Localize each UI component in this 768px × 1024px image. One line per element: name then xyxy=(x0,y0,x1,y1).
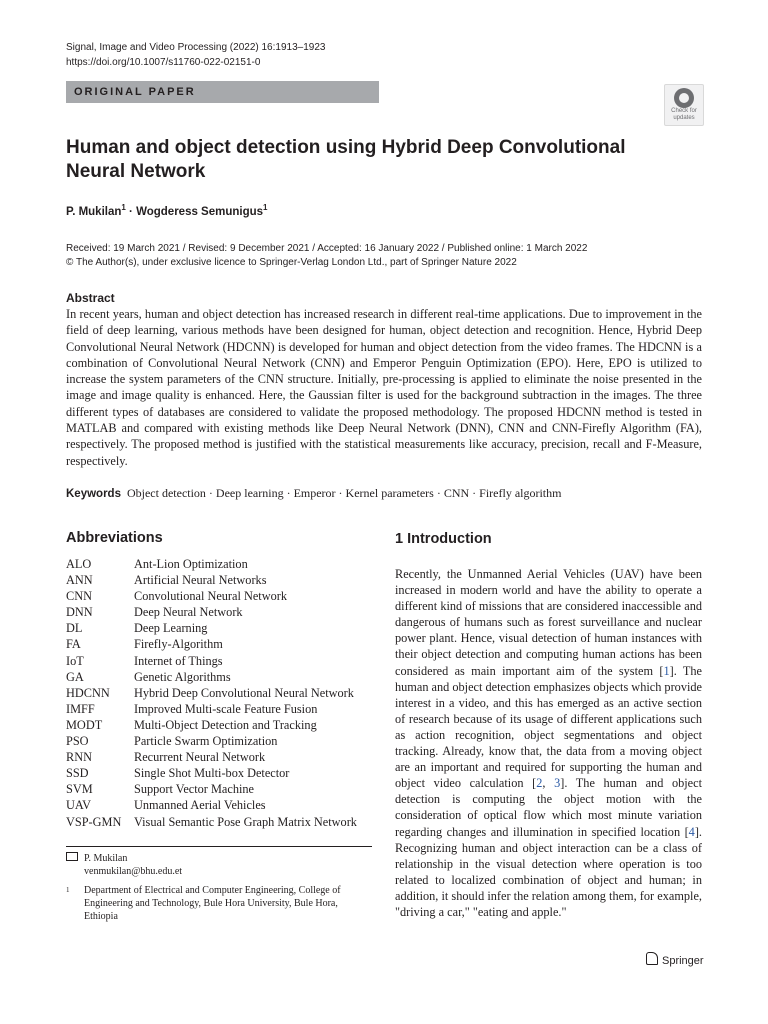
abbreviation-term: FA xyxy=(66,637,81,652)
abbreviation-row xyxy=(66,814,357,830)
abbreviation-term: HDCNN xyxy=(66,685,110,700)
abbreviation-term: CNN xyxy=(66,589,92,604)
abbreviation-row xyxy=(66,588,357,604)
introduction-text-segment: , xyxy=(542,776,555,791)
abbreviation-definition: Firefly-Algorithm xyxy=(134,637,223,652)
introduction-text-segment: ]. Recognizing human and object interaction can be a class of relationship in the visual detection where operation is too related to localized combination of object and human; in addition, it should infer the relation among them, for example, "driving a car," "eating and apple." xyxy=(395,824,702,919)
abbreviation-definition: Artificial Neural Networks xyxy=(134,573,267,588)
affiliation-text: Department of Electrical and Computer Engineering, College of Engineering and Technology, Bule Hora University, Bule Hora, Ethiopia xyxy=(84,885,341,922)
abbreviation-row xyxy=(66,717,357,733)
abbreviation-definition: Internet of Things xyxy=(134,653,223,668)
keywords xyxy=(66,486,561,501)
publisher-logo xyxy=(646,952,704,967)
affiliation-number: 1 xyxy=(66,886,70,894)
abbreviation-definition: Improved Multi-scale Feature Fusion xyxy=(134,701,318,716)
check-for-updates-badge[interactable] xyxy=(664,84,704,126)
abbreviation-definition: Deep Neural Network xyxy=(134,605,243,620)
introduction-text-segment: ]. The human and object detection emphasizes objects which provide interest in a video, and this has emerged as an active section of research because of its usage of different applications such as action recognition, object segmentations and object tracking. Already, know that, the data from a moving object are an important and required for supporting the human and object video calculation [ xyxy=(395,663,702,791)
abbreviation-row xyxy=(66,781,357,797)
keywords-label: Keywords xyxy=(66,488,121,500)
abbreviation-row xyxy=(66,765,357,781)
author-name[interactable]: P. Mukilan xyxy=(66,205,122,218)
introduction-text xyxy=(395,566,702,920)
doi-link[interactable]: https://doi.org/10.1007/s11760-022-02151-0 xyxy=(66,57,261,68)
abbreviation-term: VSP-GMN xyxy=(66,814,122,829)
abbreviation-row xyxy=(66,620,357,636)
abbreviation-definition: Multi-Object Detection and Tracking xyxy=(134,717,317,732)
abbreviation-term: IoT xyxy=(66,653,84,668)
reference-link[interactable]: 4 xyxy=(688,824,695,839)
abbreviation-definition: Hybrid Deep Convolutional Neural Network xyxy=(134,685,354,700)
corresponding-author-name: P. Mukilan xyxy=(84,853,128,864)
abbreviation-row xyxy=(66,556,357,572)
abbreviation-term: DL xyxy=(66,621,83,636)
abbreviation-definition: Recurrent Neural Network xyxy=(134,750,266,765)
reference-link[interactable]: 2 xyxy=(536,776,543,791)
springer-horse-icon xyxy=(646,952,658,965)
abbreviation-row xyxy=(66,572,357,588)
abbreviation-definition: Visual Semantic Pose Graph Matrix Network xyxy=(134,814,357,829)
abbreviation-term: SVM xyxy=(66,782,93,797)
abbreviation-term: RNN xyxy=(66,750,92,765)
abbreviation-term: ANN xyxy=(66,573,93,588)
abbreviation-row xyxy=(66,636,357,652)
article-type-label: ORIGINAL PAPER xyxy=(74,86,196,98)
reference-link[interactable]: 1 xyxy=(663,663,670,678)
abbreviation-term: DNN xyxy=(66,605,93,620)
corresponding-author-email[interactable]: venmukilan@bhu.edu.et xyxy=(84,866,183,877)
journal-citation-text: Signal, Image and Video Processing (2022) 16:1913–1923 xyxy=(66,42,326,53)
abbreviation-term: UAV xyxy=(66,798,92,813)
article-type-banner xyxy=(66,81,379,103)
abbreviation-row xyxy=(66,685,357,701)
envelope-icon xyxy=(66,852,78,861)
abbreviation-definition: Support Vector Machine xyxy=(134,782,254,797)
crossmark-label-2: updates xyxy=(673,115,695,121)
author-name[interactable]: Wogderess Semunigus xyxy=(136,205,264,218)
abbreviation-row xyxy=(66,797,357,813)
abstract-text: In recent years, human and object detection has increased research in different real-time applications. Due to improvement in the field of deep learning, various methods have been designed for human, object detection and recognition. Hence, Hybrid Deep Convolutional Neural Network (HDCNN) is developed for human and object detection from the video frames. The HDCNN is a combination of Convolutional Neural Network (CNN) and Emperor Penguin Optimization (EPO). Here, EPO is utilized to increase the system parameters of the CNN structure. Initially, pre-processing is applied to eliminate the noise presented in the image and image quality is enhanced. Here, the Gaussian filter is used for the background subtraction in the images. The three different types of databases are considered to validate the proposed methodology. The proposed HDCNN method is tested in MATLAB and compared with existing methods like Deep Neural Network (DNN), CNN and CNN-Firefly Algorithm (FA), respectively. The proposed method is justified with the statistical measurements like accuracy, precision, recall and F-Measure, respectively. xyxy=(66,307,702,468)
publication-history xyxy=(66,242,587,270)
abbreviations-heading: Abbreviations xyxy=(66,530,163,546)
journal-citation xyxy=(66,40,325,70)
crossmark-icon xyxy=(674,88,694,108)
abbreviation-term: MODT xyxy=(66,717,103,732)
abbreviation-term: ALO xyxy=(66,557,92,571)
copyright-line: © The Author(s), under exclusive licence to Springer-Verlag London Ltd., part of Springer Nature 2022 xyxy=(66,257,517,268)
abbreviation-definition: Ant-Lion Optimization xyxy=(134,557,248,571)
author-list xyxy=(66,203,268,218)
abbreviation-row xyxy=(66,669,357,685)
abbreviation-definition: Genetic Algorithms xyxy=(134,669,231,684)
abstract-heading: Abstract xyxy=(66,291,115,305)
affiliation xyxy=(66,884,366,923)
footnote-divider xyxy=(66,846,372,847)
abbreviation-definition: Deep Learning xyxy=(134,621,208,636)
abbreviation-term: PSO xyxy=(66,734,89,749)
introduction-heading: 1 Introduction xyxy=(395,531,492,547)
author-affiliation-mark: 1 xyxy=(263,203,268,212)
abbreviation-term: GA xyxy=(66,669,84,684)
publisher-name: Springer xyxy=(662,955,704,967)
abbreviation-term: IMFF xyxy=(66,701,95,716)
abbreviation-definition: Single Shot Multi-box Detector xyxy=(134,766,290,781)
abbreviation-row xyxy=(66,604,357,620)
crossmark-label-1: Check for xyxy=(671,108,697,114)
abbreviation-term: SSD xyxy=(66,766,89,781)
corresponding-author xyxy=(66,852,182,878)
abbreviation-row xyxy=(66,733,357,749)
introduction-text-segment: ]. The human and object detection is computing the object motion with the consideration of optical flow which most minute variation regarding changes and illumination in specified location [ xyxy=(395,776,702,839)
abbreviation-row xyxy=(66,653,357,669)
author-affiliation-mark: 1 xyxy=(121,203,126,212)
abbreviations-list xyxy=(66,556,357,830)
abbreviation-definition: Convolutional Neural Network xyxy=(134,589,287,604)
introduction-text-segment: Recently, the Unmanned Aerial Vehicles (UAV) have been increased in modern world and have the ability to operate a different kind of missions that are considered inaccessible and dangerous of humans such as forest surveillance and nuclear power plant. Hence, visual detection of human instances with their object detection and computing human actions has been considered as main important aim of the system [ xyxy=(395,567,702,678)
abbreviation-definition: Unmanned Aerial Vehicles xyxy=(134,798,266,813)
abbreviation-definition: Particle Swarm Optimization xyxy=(134,734,278,749)
reference-link[interactable]: 3 xyxy=(554,776,561,791)
dates-line: Received: 19 March 2021 / Revised: 9 December 2021 / Accepted: 16 January 2022 / Published online: 1 March 2022 xyxy=(66,243,588,254)
keywords-text: Object detection · Deep learning · Emperor · Kernel parameters · CNN · Firefly algorithm xyxy=(126,486,562,500)
author-separator: · xyxy=(125,205,137,218)
abbreviation-row xyxy=(66,701,357,717)
paper-title: Human and object detection using Hybrid Deep Convolutional Neural Network xyxy=(66,137,626,182)
abbreviation-row xyxy=(66,749,357,765)
